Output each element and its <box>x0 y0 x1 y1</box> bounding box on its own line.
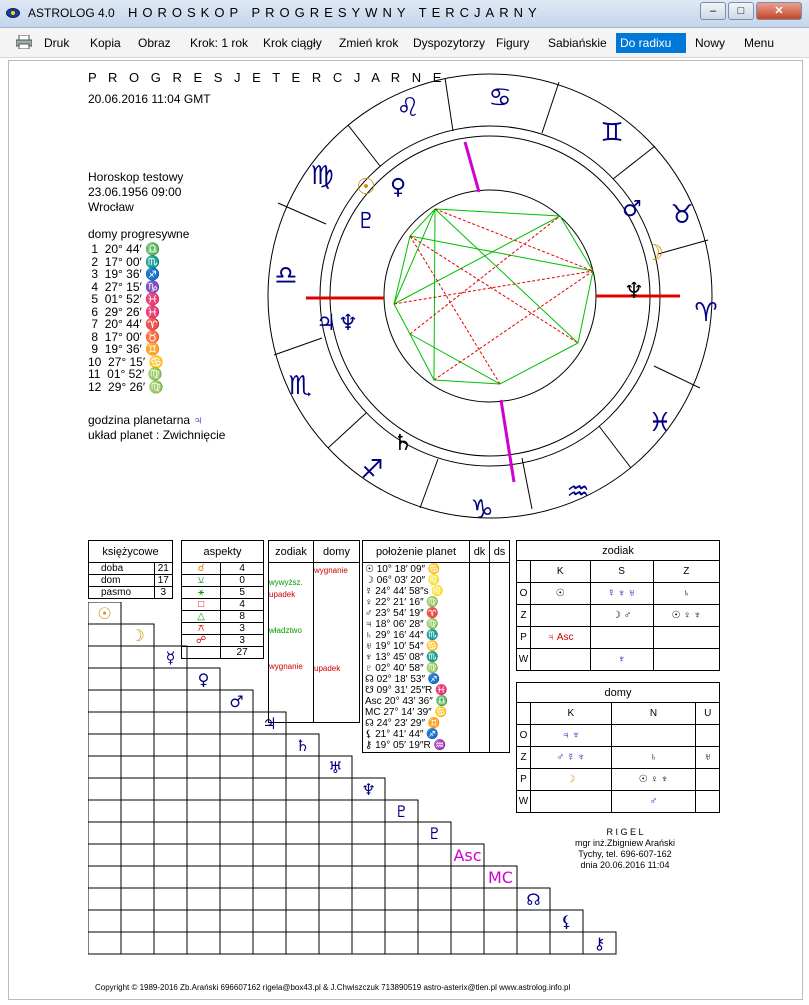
sign-sagittarius-icon: ♐ <box>360 455 384 485</box>
matrix-cell <box>154 844 187 866</box>
matrix-cell <box>220 822 253 844</box>
menu-druk[interactable]: Druk <box>44 36 70 50</box>
neptune-icon: ♆ <box>338 311 358 336</box>
house-row: 11 01° 52′ ♍ <box>88 367 163 381</box>
house-row: 4 27° 15′ ♑ <box>88 279 161 294</box>
matrix-cell <box>484 932 517 954</box>
matrix-cell <box>451 910 484 932</box>
menu-krok-1-rok[interactable]: Krok: 1 rok <box>190 36 249 50</box>
sign-pisces-icon: ♓ <box>648 408 672 438</box>
matrix-cell <box>88 734 121 756</box>
matrix-cell <box>121 756 154 778</box>
matrix-cell <box>88 756 121 778</box>
matrix-cell <box>187 778 220 800</box>
matrix-cell <box>385 844 418 866</box>
matrix-cell <box>352 932 385 954</box>
matrix-cell <box>187 910 220 932</box>
sun-icon: ☉ <box>356 175 376 200</box>
matrix-cell <box>187 932 220 954</box>
right-domy-table: domy K N U O ♃ ♆ Z ♂ ☿ ♆ ♄ ♅ P ☽ ☉ ♀ ♆ W ♂ <box>516 682 720 813</box>
matrix-cell <box>88 690 121 712</box>
matrix-planet-label: ♆ <box>361 780 376 799</box>
matrix-planet-label: Asc <box>453 846 482 865</box>
moon-table: księżycowe doba 21 dom 17 pasmo 3 <box>88 540 173 599</box>
aspect-lines-green <box>394 209 593 384</box>
matrix-cell <box>187 800 220 822</box>
matrix-cell <box>187 734 220 756</box>
venus-icon: ♀ <box>389 175 407 200</box>
matrix-cell <box>352 844 385 866</box>
sign-capricorn-icon: ♑ <box>470 495 494 525</box>
matrix-cell <box>121 734 154 756</box>
matrix-planet-label: ☿ <box>165 648 176 667</box>
house-row: 12 29° 26′ ♍ <box>88 379 164 394</box>
matrix-cell <box>286 844 319 866</box>
matrix-cell <box>352 800 385 822</box>
matrix-cell <box>352 822 385 844</box>
matrix-cell <box>418 888 451 910</box>
houses-list <box>88 242 163 392</box>
matrix-cell <box>385 888 418 910</box>
house-row: 1 20° 44′ ♎ <box>88 242 161 256</box>
sign-scorpio-icon: ♏ <box>288 371 312 401</box>
matrix-cell <box>517 910 550 932</box>
close-button[interactable]: ✕ <box>756 2 802 20</box>
matrix-cell <box>286 866 319 888</box>
matrix-planet-label: ♅ <box>328 758 343 777</box>
matrix-cell <box>154 888 187 910</box>
matrix-cell <box>451 888 484 910</box>
matrix-cell <box>253 734 286 756</box>
matrix-cell <box>319 822 352 844</box>
matrix-cell <box>352 910 385 932</box>
matrix-cell <box>253 932 286 954</box>
sign-leo-icon: ♌ <box>396 93 420 123</box>
house-row: 10 27° 15′ ♋ <box>88 354 164 369</box>
matrix-cell <box>286 888 319 910</box>
matrix-planet-label: ♃ <box>262 714 277 733</box>
matrix-cell <box>286 756 319 778</box>
matrix-cell <box>88 844 121 866</box>
credits-author: mgr inż.Zbigniew Arański <box>574 838 676 848</box>
matrix-cell <box>121 668 154 690</box>
saturn-icon: ♄ <box>393 431 413 456</box>
matrix-cell <box>88 866 121 888</box>
matrix-cell <box>121 712 154 734</box>
matrix-cell <box>154 800 187 822</box>
matrix-cell <box>319 888 352 910</box>
right-zodiak-table: zodiak K S Z O ☉ ☿ ♆ ♅ ♄ Z ☽ ♂ ☉ ♀ ♆ P ♃ Asc W ♆ <box>516 540 720 671</box>
matrix-planet-label: MC <box>488 868 513 887</box>
matrix-cell <box>154 866 187 888</box>
progression-date: 20.06.2016 11:04 GMT <box>88 92 211 106</box>
minimize-button[interactable]: – <box>700 2 726 20</box>
pluto-icon: ♇ <box>356 209 376 234</box>
matrix-cell <box>286 822 319 844</box>
matrix-cell <box>385 910 418 932</box>
sign-aries-icon: ♈ <box>694 298 718 328</box>
matrix-cell <box>319 866 352 888</box>
matrix-cell <box>121 866 154 888</box>
menu-bar <box>0 28 809 58</box>
matrix-cell <box>253 756 286 778</box>
matrix-cell <box>451 866 484 888</box>
matrix-cell <box>484 888 517 910</box>
matrix-cell <box>220 778 253 800</box>
matrix-cell <box>121 932 154 954</box>
chart-name: Horoskop testowy <box>88 170 184 184</box>
matrix-cell <box>187 690 220 712</box>
matrix-cell <box>385 866 418 888</box>
matrix-cell <box>253 888 286 910</box>
matrix-planet-label: ♄ <box>295 736 310 755</box>
matrix-cell <box>220 932 253 954</box>
matrix-cell <box>88 822 121 844</box>
matrix-cell <box>253 800 286 822</box>
zodiak-dignity-table: zodiak domy wywyższ. upadek władztwo wygnanie wygnanie upadek <box>268 540 360 723</box>
matrix-cell <box>121 646 154 668</box>
matrix-cell <box>88 778 121 800</box>
matrix-cell <box>385 822 418 844</box>
matrix-cell <box>187 844 220 866</box>
house-row: 5 01° 52′ ♓ <box>88 292 161 306</box>
matrix-cell <box>286 778 319 800</box>
matrix-planet-label: ☽ <box>130 626 145 645</box>
credits-contact: Tychy, tel. 696-607-162 <box>578 849 672 859</box>
maximize-button[interactable]: □ <box>728 2 754 20</box>
matrix-cell <box>286 910 319 932</box>
matrix-planet-label: ♂ <box>229 692 244 711</box>
matrix-cell <box>88 888 121 910</box>
sign-libra-icon: ♎ <box>274 261 298 291</box>
matrix-cell <box>418 910 451 932</box>
matrix-cell <box>286 932 319 954</box>
matrix-cell <box>253 778 286 800</box>
app-eye-icon <box>6 8 20 18</box>
sign-cancer-icon: ♋ <box>488 83 512 113</box>
matrix-cell <box>154 668 187 690</box>
matrix-cell <box>220 910 253 932</box>
planet-pattern: układ planet : Zwichnięcie <box>88 428 226 442</box>
matrix-cell <box>187 888 220 910</box>
matrix-cell <box>154 734 187 756</box>
matrix-cell <box>220 800 253 822</box>
matrix-cell <box>484 910 517 932</box>
matrix-cell <box>352 888 385 910</box>
matrix-cell <box>220 712 253 734</box>
houses-title: domy progresywne <box>88 227 190 241</box>
matrix-cell <box>187 822 220 844</box>
planets <box>316 175 664 456</box>
planet-positions-table: położenie planet dk ds ☉ 10° 18′ 09″ ♋ ☽ 06° 03′ 20″ ♌ ☿ 24° 44′ 58″s ♌ ♀ 22° 21′ 16″ ♍ ♂ 23° 54′ 19″ ♈ ♃ 18° 06′ 28″ ♍ ♄ 29° 16′ 44″ ♏ ♅ 19° 10′ 54″ ♋ ♆ 13° 45′ 08″ ♏ ♇ 02° 40′ 58″ ♍ ☊ 02° 18′ 53″ ♐ ☋ 09° 31′ 25″R ♓ Asc 20° 43′ 36″ ♎ MC 27° 14′ 39″ ♋ ☊ 24° 23′ 29″ ♊ ⚸ 21° 41′ 44″ ♐ ⚷ 19° 05′ 19″R ♒ <box>362 540 510 753</box>
matrix-cell <box>121 778 154 800</box>
matrix-cell <box>220 734 253 756</box>
house-row: 8 17° 00′ ♉ <box>88 329 161 344</box>
app-title: ASTROLOG 4.0 <box>28 6 115 20</box>
house-row: 9 19° 36′ ♊ <box>88 342 161 356</box>
neptune-right-icon: ♆ <box>624 279 644 304</box>
matrix-cell <box>286 800 319 822</box>
title-bar <box>0 0 809 28</box>
matrix-cell <box>88 800 121 822</box>
menu-figury[interactable]: Figury <box>496 36 530 50</box>
matrix-cell <box>154 756 187 778</box>
matrix-cell <box>121 822 154 844</box>
matrix-cell <box>220 756 253 778</box>
moon-icon: ☽ <box>644 241 664 266</box>
matrix-cell <box>319 800 352 822</box>
sign-gemini-icon: ♊ <box>600 118 624 148</box>
matrix-cell <box>88 646 121 668</box>
matrix-cell <box>220 844 253 866</box>
matrix-cell <box>517 932 550 954</box>
matrix-cell <box>88 910 121 932</box>
sign-taurus-icon: ♉ <box>670 200 694 230</box>
matrix-cell <box>154 690 187 712</box>
copyright: Copyright © 1989-2016 Zb.Arański 696607162 rigela@box43.pl & J.Chwiszczuk 713890519 astro-asterix@tlen.pl www.astrolog.info.pl <box>95 983 571 992</box>
matrix-cell <box>220 888 253 910</box>
jupiter-icon: ♃ <box>316 311 336 336</box>
matrix-planet-label: ♇ <box>427 824 442 843</box>
aspect-matrix <box>88 602 688 980</box>
matrix-cell <box>253 910 286 932</box>
birth-place: Wrocław <box>88 200 134 214</box>
matrix-cell <box>154 778 187 800</box>
matrix-cell <box>187 866 220 888</box>
matrix-cell <box>187 712 220 734</box>
matrix-planet-label: ⚸ <box>560 912 573 931</box>
credits-block <box>560 827 690 871</box>
matrix-cell <box>220 866 253 888</box>
menu-dyspozytorzy[interactable]: Dyspozytorzy <box>413 36 486 50</box>
birth-date: 23.06.1956 09:00 <box>88 185 182 199</box>
credits-title: R I G E L <box>606 827 644 837</box>
matrix-cell <box>319 844 352 866</box>
window-title: HOROSKOP PROGRESYWNY TERCJARNY <box>128 5 542 20</box>
matrix-cell <box>319 910 352 932</box>
matrix-cell <box>121 690 154 712</box>
matrix-cell <box>253 822 286 844</box>
matrix-cell <box>88 932 121 954</box>
matrix-cell <box>187 756 220 778</box>
menu-obraz[interactable]: Obraz <box>138 36 171 50</box>
house-row: 2 17° 00′ ♏ <box>88 254 161 269</box>
matrix-cell <box>121 800 154 822</box>
matrix-cell <box>88 668 121 690</box>
matrix-planet-label: ⚷ <box>593 934 606 953</box>
matrix-cell <box>418 932 451 954</box>
matrix-cell <box>253 844 286 866</box>
matrix-planet-label: ♀ <box>197 670 210 689</box>
matrix-cell <box>253 866 286 888</box>
menu-do-radixu[interactable]: Do radixu <box>616 33 686 53</box>
matrix-planet-label: ♇ <box>394 802 409 821</box>
matrix-cell <box>121 888 154 910</box>
menu-kopia[interactable]: Kopia <box>90 36 121 50</box>
sign-virgo-icon: ♍ <box>310 161 334 191</box>
matrix-cell <box>385 932 418 954</box>
matrix-cell <box>451 932 484 954</box>
printer-icon[interactable] <box>16 35 32 49</box>
matrix-cell <box>121 844 154 866</box>
matrix-cell <box>154 822 187 844</box>
menu-zmien-krok[interactable]: Zmień krok <box>339 36 399 50</box>
matrix-cell <box>550 932 583 954</box>
matrix-cell <box>121 910 154 932</box>
aspects-table: aspekty ☌ 4 ⚺ 0 ⚹ 5 □ 4 △ 8 ⚻ 3 ☍ 3 27 <box>181 540 264 659</box>
house-row: 3 19° 36′ ♐ <box>88 267 161 281</box>
matrix-cell <box>154 910 187 932</box>
matrix-cell <box>418 866 451 888</box>
matrix-cell <box>154 712 187 734</box>
credits-date: dnia 20.06.2016 11:04 <box>580 860 670 870</box>
mars-icon: ♂ <box>622 197 642 222</box>
matrix-cell <box>418 844 451 866</box>
menu-menu[interactable]: Menu <box>744 36 775 50</box>
matrix-cell <box>154 932 187 954</box>
matrix-cell <box>352 866 385 888</box>
matrix-cell <box>319 778 352 800</box>
matrix-cell <box>88 712 121 734</box>
horoscope-wheel <box>260 66 720 526</box>
matrix-planet-label: ☉ <box>97 604 112 623</box>
matrix-cell <box>88 624 121 646</box>
page-title: P R O G R E S J E T E R C J A R N E <box>88 70 446 85</box>
menu-nowy[interactable]: Nowy <box>695 36 726 50</box>
matrix-planet-label: ☊ <box>526 890 541 909</box>
menu-krok-ciagly[interactable]: Krok ciągły <box>263 36 322 50</box>
planetary-hour: godzina planetarna ♃ <box>88 413 203 427</box>
house-row: 6 29° 26′ ♓ <box>88 304 161 319</box>
matrix-cell <box>319 932 352 954</box>
sign-aquarius-icon: ♒ <box>566 477 590 507</box>
menu-sabianskie[interactable]: Sabiańskie <box>548 36 607 50</box>
house-row: 7 20° 44′ ♈ <box>88 317 161 331</box>
